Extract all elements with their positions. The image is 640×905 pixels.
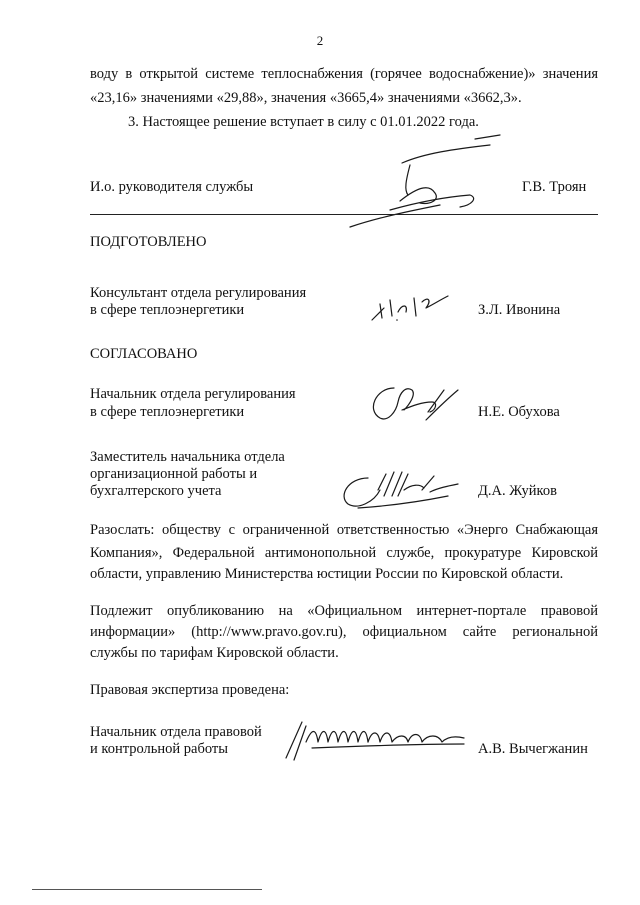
agreed-person-1-name: Н.Е. Обухова: [478, 404, 560, 420]
distribute-line-2: Компания», Федеральной антимонопольной службе, прокуратуре Кировской: [90, 545, 598, 561]
publish-line-2: информации» (http://www.pravo.gov.ru), официальном сайте региональной: [90, 624, 598, 640]
legal-head-title-line-1: Начальник отдела правовой: [90, 724, 262, 740]
agreed-person-1-signature: [366, 380, 466, 430]
distribute-line-1: Разослать: обществу с ограниченной ответственностью «Энерго Снабжающая: [90, 522, 598, 538]
legal-head-title-line-2: и контрольной работы: [90, 741, 228, 757]
legal-review: Правовая экспертиза проведена:: [90, 682, 290, 698]
agreed-person-1-title-line-1: Начальник отдела регулирования: [90, 386, 296, 402]
paragraph-1-line-1: воду в открытой системе теплоснабжения (горячее водоснабжение)» значения: [90, 66, 598, 82]
prepared-signature: [368, 290, 468, 330]
head-signatory-name: Г.В. Троян: [522, 179, 587, 195]
prepared-title-line-2: в сфере теплоэнергетики: [90, 302, 245, 318]
agreed-person-2-name: Д.А. Жуйков: [478, 483, 557, 499]
publish-line-3: службы по тарифам Кировской области.: [90, 645, 339, 661]
signature-divider: [90, 214, 598, 215]
footer-line: [32, 889, 262, 890]
head-signature: [330, 135, 510, 235]
publish-line-1: Подлежит опубликованию на «Официальном интернет-портале правовой: [90, 603, 598, 619]
agreed-person-1-title-line-2: в сфере теплоэнергетики: [90, 404, 245, 420]
legal-head-name: А.В. Вычегжанин: [478, 741, 588, 757]
page-number: 2: [316, 33, 324, 48]
prepared-title-line-1: Консультант отдела регулирования: [90, 285, 307, 301]
prepared-name: З.Л. Ивонина: [478, 302, 561, 318]
legal-head-signature: [272, 712, 472, 772]
agreed-heading: СОГЛАСОВАНО: [90, 346, 198, 362]
agreed-person-2-title-line-3: бухгалтерского учета: [90, 483, 222, 499]
item-3: 3. Настоящее решение вступает в силу с 01.01.2022 года.: [128, 114, 479, 130]
agreed-person-2-title-line-2: организационной работы и: [90, 466, 258, 482]
agreed-person-2-signature: [338, 466, 468, 516]
prepared-heading: ПОДГОТОВЛЕНО: [90, 234, 207, 250]
paragraph-1-line-2: «23,16» значениями «29,88», значения «3665,4» значениями «3662,3».: [90, 90, 522, 106]
head-signatory-title: И.о. руководителя службы: [90, 179, 254, 195]
agreed-person-2-title-line-1: Заместитель начальника отдела: [90, 449, 285, 465]
distribute-line-3: области, управлению Министерства юстиции России по Кировской области.: [90, 566, 564, 582]
